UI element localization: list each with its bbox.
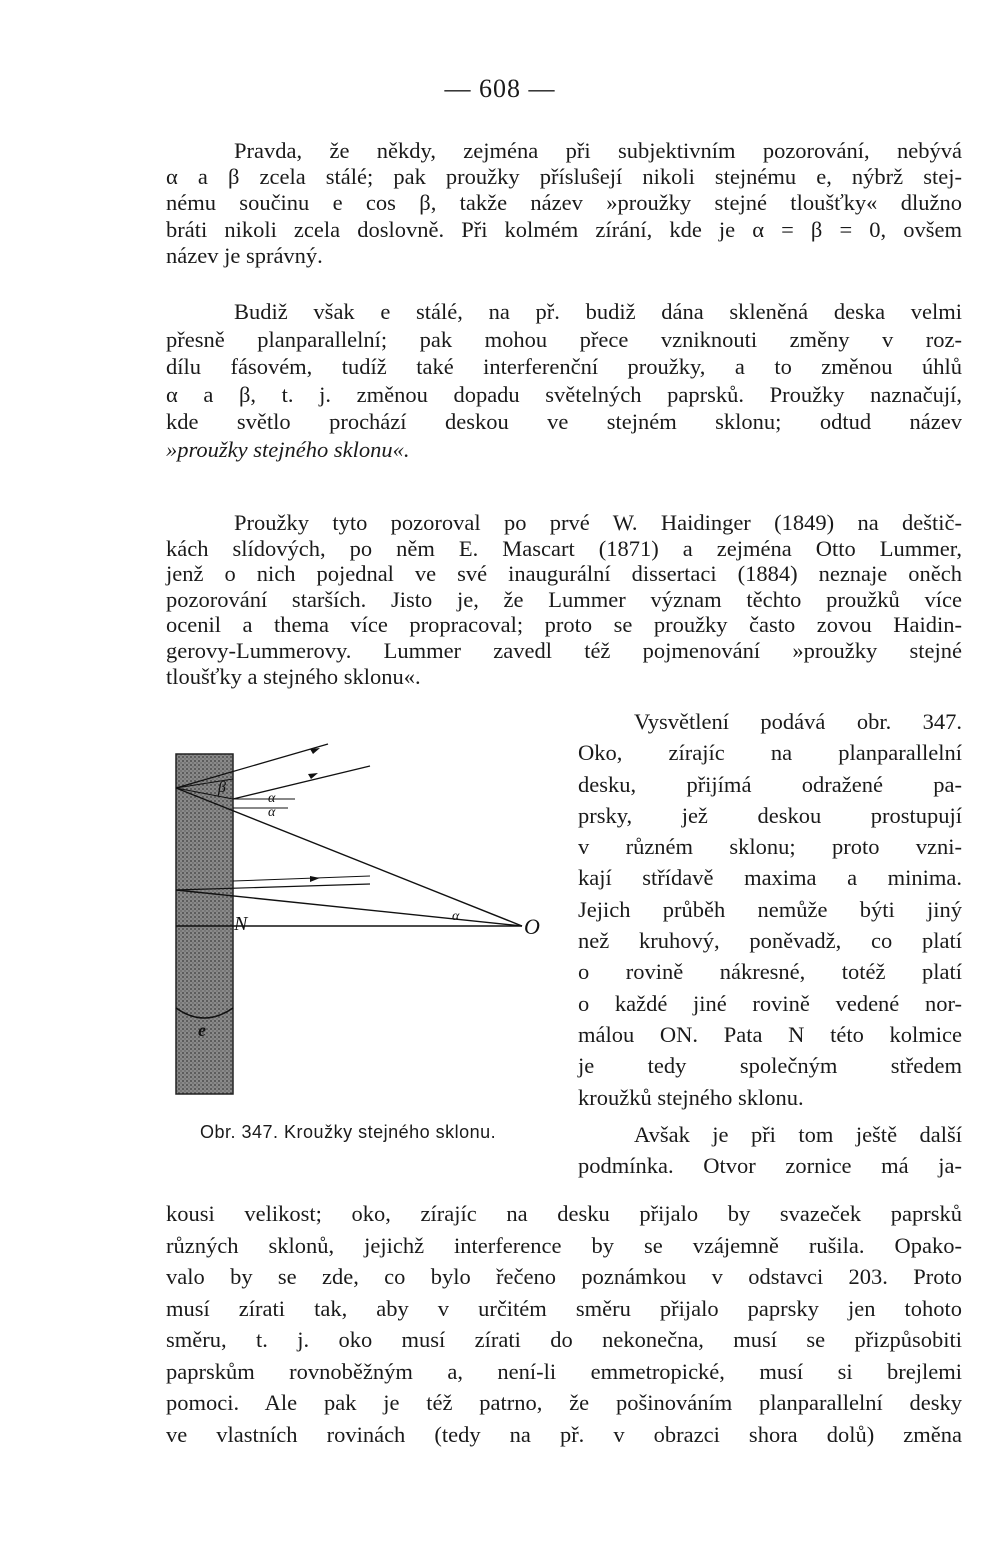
- text-line: Pravda, že někdy, zejména při subjektivním pozorování, nebývá: [234, 138, 962, 163]
- text-line: pozorování starších. Jisto je, že Lummer význam těchto proužků více: [166, 586, 962, 612]
- ray-line: [233, 766, 370, 799]
- text-line: gerovy-Lummerovy. Lummer zavedl též pojmenování »proužky stejné: [166, 637, 962, 663]
- text-line: název je správný.: [166, 242, 323, 268]
- figure-347-diagram: [170, 736, 560, 1108]
- text-line: α a β zcela stálé; pak proužky přísluŝejí nikoli stejnému e, nýbrž stej-: [166, 164, 962, 190]
- text-line: v různém sklonu; proto vzni-: [578, 834, 962, 860]
- text-line: prsky, jež deskou prostupují: [578, 802, 962, 828]
- text-line: Jejich průběh nemůže býti jiný: [578, 896, 962, 922]
- paragraph-3: [166, 510, 962, 689]
- text-line: kousi velikost; oko, zírajíc na desku přijalo by svazeček paprsků: [166, 1201, 962, 1226]
- paragraph-5: [166, 1198, 962, 1450]
- figure-caption: Obr. 347. Kroužky stejného sklonu.: [200, 1122, 497, 1142]
- text-line: Budiž však e stálé, na př. budiž dána skleněná deska velmi: [234, 299, 962, 324]
- text-line: různých sklonů, jejichž interference by se vzájemně rušila. Opako-: [166, 1232, 962, 1258]
- text-line: o rovině nákresné, totéž platí: [578, 959, 962, 985]
- arrow-head: [310, 748, 320, 754]
- label-alpha-2: α: [268, 805, 276, 820]
- text-line: ocenil a thema více propracoval; proto se proužky často zovou Haidin-: [166, 612, 962, 638]
- text-line: je tedy společným středem: [578, 1053, 962, 1079]
- label-N: N: [234, 913, 248, 935]
- text-line: ve vlastních rovinách (tedy na př. v obrazci shora dolů) změna: [166, 1421, 962, 1447]
- text-line: kroužků stejného sklonu.: [578, 1084, 804, 1110]
- text-line: dílu fásovém, tudíž také interferenční proužky, a to změnou úhlů: [166, 354, 962, 379]
- text-line: α a β, t. j. změnou dopadu světelných paprsků. Proužky naznačují,: [166, 381, 962, 407]
- text-line: podmínka. Otvor zornice má ja-: [578, 1153, 962, 1179]
- text-line: »proužky stejného sklonu«.: [166, 436, 410, 462]
- text-line: kách slídových, po něm E. Mascart (1871) a zejména Otto Lummer,: [166, 535, 962, 561]
- text-line: tloušťky a stejného sklonu«.: [166, 663, 421, 689]
- text-line: desku, přijímá odražené pa-: [578, 771, 962, 797]
- text-line: Vysvětlení podává obr. 347.: [634, 709, 962, 734]
- ray-line: [233, 876, 370, 881]
- text-line: pomoci. Ale pak je též patrno, že pošinováním planparallelní desky: [166, 1390, 962, 1415]
- paragraph-1: [166, 138, 962, 269]
- text-line: přesně planparallelní; pak mohou přece vzniknouti změny v roz-: [166, 326, 962, 352]
- text-line: jenž o nich pojednal ve své inaugurální dissertaci (1884) neznaje oněch: [166, 561, 962, 587]
- text-line: kají střídavě maxima a minima.: [578, 865, 962, 891]
- text-line: o každé jiné rovině vedené nor-: [578, 990, 962, 1016]
- label-O: O: [524, 914, 540, 939]
- right-column-text: [578, 706, 962, 1181]
- page-number: — 608 —: [444, 74, 556, 103]
- text-line: valo by se zde, co bylo řečeno poznámkou v odstavci 203. Proto: [166, 1264, 962, 1289]
- arrow-head: [310, 876, 320, 882]
- text-line: Proužky tyto pozoroval po prvé W. Haidinger (1849) na deštič-: [234, 510, 962, 535]
- text-line: musí zírati tak, aby v určitém směru přijalo paprsky jen tohoto: [166, 1295, 962, 1321]
- text-line: směru, t. j. oko musí zírati do nekonečna, musí se přizpůsobiti: [166, 1327, 962, 1352]
- arrow-head: [308, 773, 318, 779]
- text-line: málou ON. Pata N této kolmice: [578, 1021, 962, 1047]
- label-beta: β: [218, 779, 226, 796]
- text-line: Oko, zírajíc na planparallelní: [578, 740, 962, 766]
- text-line: kde světlo prochází deskou ve stejném sklonu; odtud název: [166, 409, 962, 434]
- text-line: než kruhový, poněvadž, co platí: [578, 928, 962, 954]
- text-line: nému součinu e cos β, takže název »proužky stejné tloušťky« dlužno: [166, 190, 962, 216]
- label-alpha-3: α: [452, 909, 460, 924]
- label-alpha-1: α: [268, 791, 276, 806]
- text-line: bráti nikoli zcela doslovně. Při kolmém zírání, kde je α = β = 0, ovšem: [166, 216, 962, 242]
- label-e: e: [198, 1020, 206, 1040]
- text-line: paprskům rovnoběžným a, není-li emmetropické, musí si brejlemi: [166, 1358, 962, 1384]
- text-line: Avšak je při tom ještě další: [634, 1121, 962, 1147]
- glass-plate: [176, 754, 233, 1094]
- paragraph-2: [166, 298, 962, 463]
